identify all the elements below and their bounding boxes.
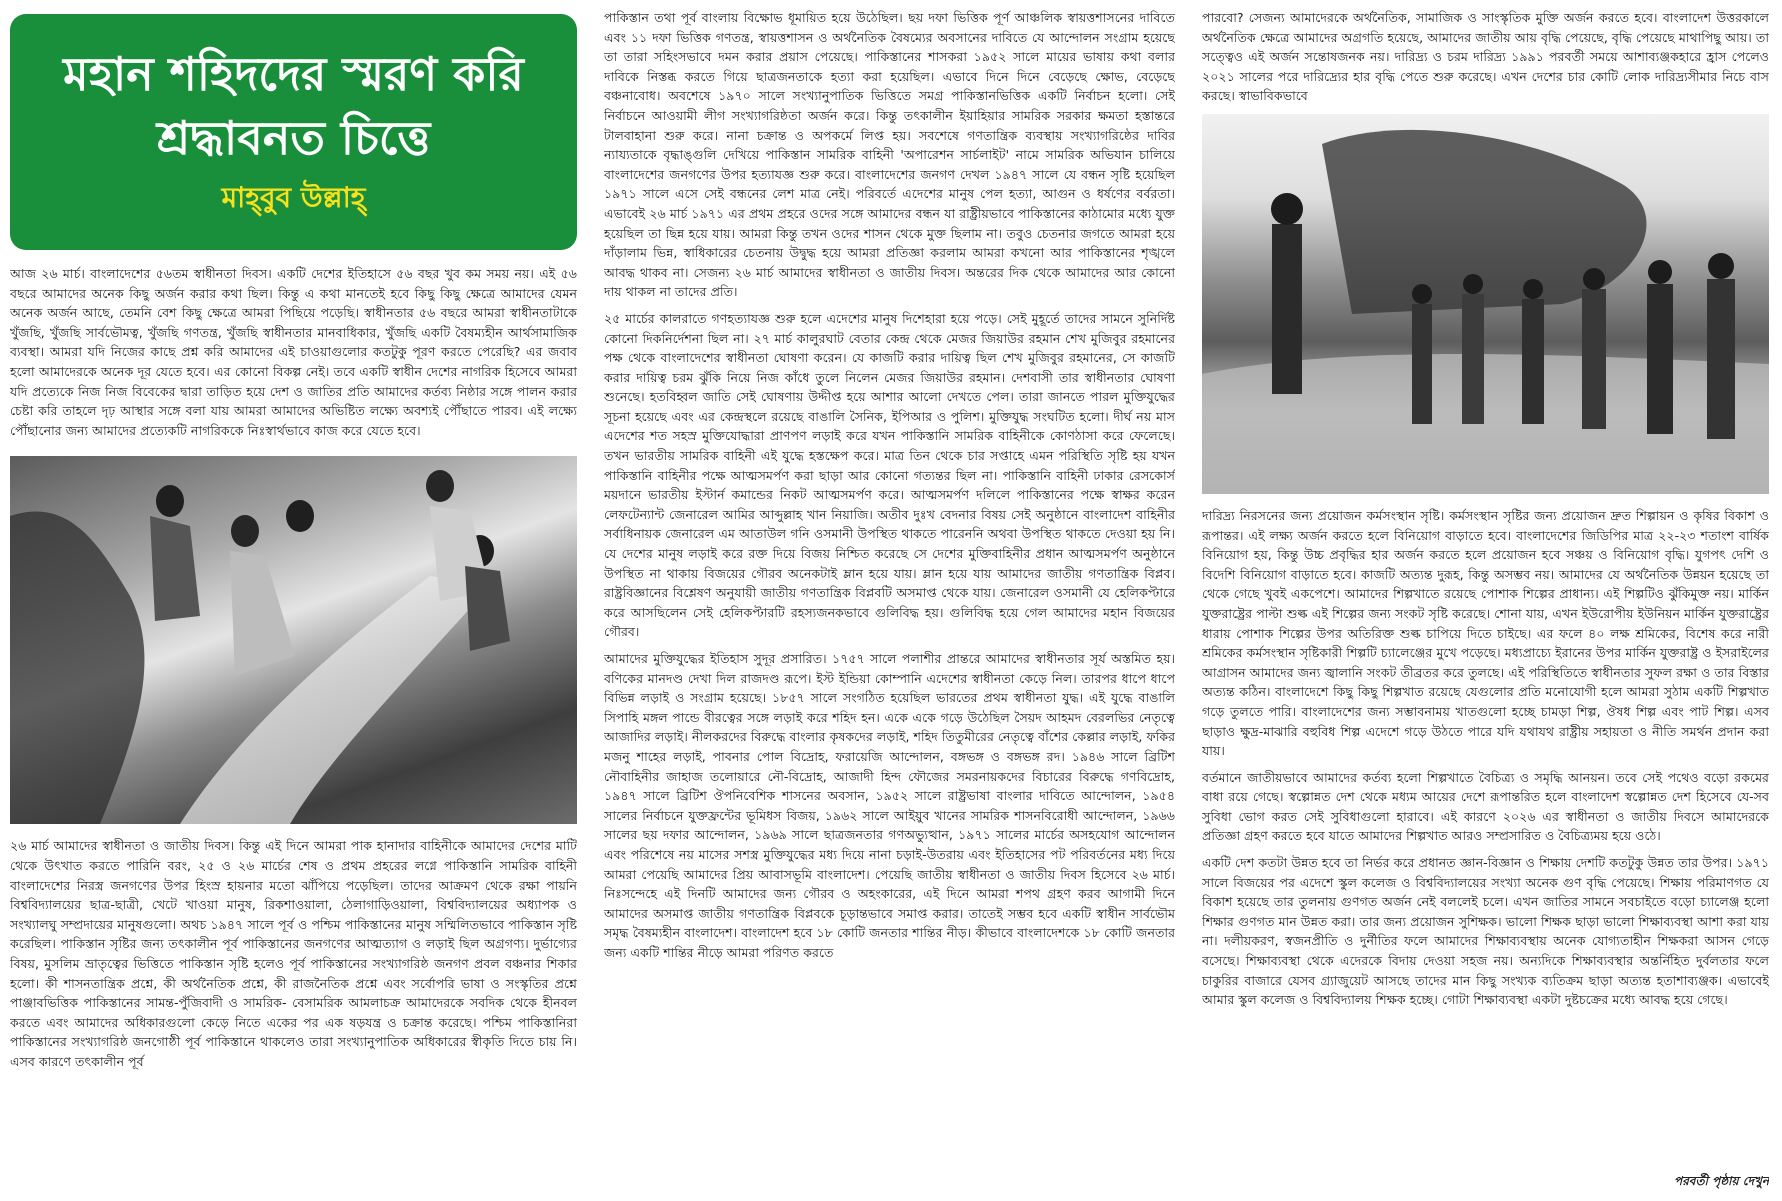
body-paragraph: পারবো? সেজন্য আমাদেরকে অর্থনৈতিক, সামাজিক ও সাংস্কৃতিক মুক্তি অর্জন করতে হবে। বাংলাদেশ উত্তরকালে অর্থনৈতিক ক্ষেত্রে আমাদের অগ্রগতি হয়েছে, আমাদের জাতীয় আয় বৃদ্ধি পেয়েছে, বৃদ্ধি পেয়েছে মাথাপিছু আয়। তা সত্ত্বেও এই অর্জন সন্তোষজনক নয়। দারিদ্র্য ও চরম দারিদ্র্য ১৯৯১ পরবর্তী সময়ে আশাব্যঞ্জকহারে হ্রাস পেলেও ২০২১ সালের পরে দারিদ্র্যের হার বৃদ্ধি পেতে শুরু করেছে। এখন দেশের চার কোটি লোক দারিদ্র্যসীমার নিচে বাস করছে। স্বাভাবিকভাবে — [1202, 10, 1769, 104]
body-paragraph: পাকিস্তান তথা পূর্ব বাংলায় বিক্ষোভ ধূমায়িত হয়ে উঠেছিল। ছয় দফা ভিত্তিক পূর্ণ আঞ্চলিক স্বায়ত্তশাসনের দাবিতে এবং ১১ দফা ভিত্তিক গণতন্ত্র, স্বায়ত্তশাসন ও অর্থনৈতিক বৈষম্যের অবসানের দাবিতে যে আন্দোলন সংগ্রাম হয়েছে তা তারা সহিংসভাবে দমন করার প্রয়াস পেয়েছে। পাকিস্তানের শাসকরা ১৯৫২ সালে মায়ের ভাষায় কথা বলার দাবিকে নিস্তব্ধ করতে গিয়ে ছাত্রজনতাকে হত্যা করা হয়েছিল। এভাবে দিনে দিনে বেড়েছে ক্ষোভ, বেড়েছে বঞ্চনাবোধ। অবশেষে ১৯৭০ সালে সংখ্যানুপাতিক ভিত্তিতে সমগ্র পাকিস্তানভিত্তিক একটি নির্বাচন হলো। সেই নির্বাচনে আওয়ামী লীগ সংখ্যাগরিষ্ঠতা অর্জন করে। কিন্তু তৎকালীন ইয়াহিয়ার সামরিক সরকার ক্ষমতা হস্তান্তরে টালবাহানা শুরু করে। নানা চক্রান্ত ও অপকর্মে লিপ্ত হয়। সবশেষে গণতান্ত্রিক ব্যবস্থায় সংখ্যাগরিষ্ঠের দাবির ন্যায্যতাকে বৃদ্ধাঙ্গুলি দেখিয়ে পাকিস্তান সামরিক বাহিনী 'অপারেশন সার্চলাইট' নামে সামরিক অভিযান চালিয়ে বাংলাদেশের জনগণের উপর হত্যাযজ্ঞ শুরু করে। বাংলাদেশের জনগণ দেখল ১৯৪৭ সালে যে বন্ধন সৃষ্টি হয়েছিল ১৯৭১ সালে এসে সেই বন্ধনের লেশ মাত্র নেই। পরিবর্তে এদেশের মানুষ পেল হত্যা, আগুন ও ধর্ষণের বর্বরতা। এভাবেই ২৬ মার্চ ১৯৭১ এর প্রথম প্রহরে ওদের সঙ্গে আমাদের বন্ধন যা রাষ্ট্রীয়ভাবে পাকিস্তানের কাঠামোর মধ্যে যুক্ত হয়েছিল তা ছিন্ন হয়ে যায়। আমরা কিন্তু তখন ওদের শাসন থেকে মুক্ত ছিলাম না। তবুও চেতনার জগতে আমরা হয়ে দাঁড়ালাম ভিন্ন, স্বাধিকারের চেতনায় উদ্বুদ্ধ হয়ে আমরা প্রতিজ্ঞা করলাম আমরা কখনো আর পাকিস্তানের শৃঙ্খলে আবদ্ধ থাকব না। সেজন্য ২৬ মার্চ আমাদের স্বাধীনতা ও জাতীয় দিবস। অন্তরের দিক থেকে আমাদের আর কোনো দায় থাকল না তাদের প্রতি। — [604, 10, 1175, 300]
headline-line-1: মহান শহিদদের স্মরণ করি — [63, 47, 524, 101]
body-paragraph: ২৫ মার্চের কালরাতে গণহত্যাযজ্ঞ শুরু হলে এদেশের মানুষ দিশেহারা হয়ে পড়ে। সেই মুহূর্তে তাদের সামনে সুনির্দিষ্ট কোনো দিকনির্দেশনা ছিল না। ২৭ মার্চ কালুরঘাট বেতার কেন্দ্র থেকে মেজর জিয়াউর রহমান শেখ মুজিবুর রহমানের পক্ষ থেকে বাংলাদেশের স্বাধীনতা ঘোষণা করেন। যে কাজটি করার দায়িত্ব ছিল শেখ মুজিবুর রহমানের, সে কাজটি করার দায়িত্ব চরম ঝুঁকি নিয়ে নিজ কাঁধে তুলে নিলেন মেজর জিয়াউর রহমান। দেশবাসী তার স্বাধীনতার ঘোষণা শুনেছে। হতবিহ্বল জাতি সেই ঘোষণায় উদ্দীপ্ত হয়ে আশার আলো দেখতে পেল। তারা জানতে পারল মুক্তিযুদ্ধের সূচনা হয়েছে এবং এর কেন্দ্রস্থলে রয়েছে বাঙালি সৈনিক, ইপিআর ও পুলিশ। মুক্তিযুদ্ধ সংঘটিত হলো। দীর্ঘ নয় মাস এদেশের শত সহস্র মুক্তিযোদ্ধারা প্রাণপণ লড়াই করে যখন পাকিস্তানি সামরিক বাহিনীকে কোণঠাসা করে ফেলেছে। তখন ভারতীয় সামরিক বাহিনী এই যুদ্ধে হস্তক্ষেপ করে। মাত্র তিন থেকে চার সপ্তাহে এমন পরিস্থিতি সৃষ্টি হয় যখন পাকিস্তানি বাহিনীর পক্ষে আত্মসমর্পণ করা ছাড়া আর কোনো গত্যন্তর ছিল না। পাকিস্তানি বাহিনী ঢাকার রেসকোর্স ময়দানে ভারতীয় ইস্টার্ন কমান্ডের নিকট আত্মসমর্পণ করে। আত্মসমর্পণ দলিলে পাকিস্তানের পক্ষে স্বাক্ষর করেন লেফটেন্যান্ট জেনারেল আমির আব্দুল্লাহ খান নিয়াজি। অতীব দুঃখ বেদনার বিষয় সেই অনুষ্ঠানে বাংলাদেশ বাহিনীর সর্বাধিনায়ক জেনারেল এম আতাউল গনি ওসমানী উপস্থিত থাকতে পারেননি অথবা উপস্থিত থাকতে দেওয়া হয় নি। যে দেশের মানুষ লড়াই করে রক্ত দিয়ে বিজয় নিশ্চিত করেছে সে দেশের মুক্তিবাহিনীর প্রধান আত্মসমর্পণ অনুষ্ঠানে উপস্থিত না থাকায় বিজয়ের গৌরব অনেকটাই ম্লান হয়ে যায়। ম্লান হয়ে যায় আমাদের জাতীয় গণতান্ত্রিক বিপ্লব। রাষ্ট্রবিজ্ঞানের বিশ্লেষণ অনুযায়ী জাতীয় গণতান্ত্রিক বিপ্লবটি অসমাপ্ত থেকে যায়। জেনারেল ওসমানী যে হেলিকপ্টারে করে আসছিলেন সেই হেলিকপ্টারটি রহস্যজনকভাবে গুলিবিদ্ধ হয়। গুলিবিদ্ধ হয়ে গেল আমাদের মহান বিজয়ের গৌরব। — [604, 310, 1175, 640]
headline-banner — [10, 14, 577, 250]
freedom-fighters-march-photo — [1202, 114, 1769, 494]
body-paragraph: ২৬ মার্চ আমাদের স্বাধীনতা ও জাতীয় দিবস। কিন্তু এই দিনে আমরা পাক হানাদার বাহিনীকে আমাদের দেশের মাটি থেকে উৎখাত করতে পারিনি বরং, ২৫ ও ২৬ মার্চের শেষ ও প্রথম প্রহরের লগ্নে পাকিস্তানি সামরিক বাহিনী বাংলাদেশের নিরস্ত্র জনগণের উপর হিংস্র হায়নার মতো ঝাঁপিয়ে পড়েছিল। তাদের আক্রমণ থেকে রক্ষা পায়নি বিশ্ববিদ্যালয়ের ছাত্র-ছাত্রী, খেটে খাওয়া মানুষ, রিকশাওয়ালা, ঠেলাগাড়িওয়ালা, বিশ্ববিদ্যালয়ের অধ্যাপক ও সংখ্যালঘু সম্প্রদায়ের মানুষগুলো। অথচ ১৯৪৭ সালে পূর্ব ও পশ্চিম পাকিস্তানের মানুষ সম্মিলিতভাবে পাকিস্তান সৃষ্টি করেছিল। পাকিস্তান সৃষ্টির জন্য তৎকালীন পূর্ব পাকিস্তানের জনগণের আত্মত্যাগ ও লড়াই ছিল অগ্রগণ্য। দুর্ভাগ্যের বিষয়, মুসলিম ভ্রাতৃত্বের ভিত্তিতে পাকিস্তান সৃষ্টি হলেও পূর্ব পাকিস্তানের সংখ্যাগরিষ্ঠ জনগণ প্রবল বঞ্চনার শিকার হলো। কী শাসনতান্ত্রিক প্রশ্নে, কী অর্থনৈতিক প্রশ্নে, কী রাজনৈতিক প্রশ্নে এবং সর্বোপরি ভাষা ও সংস্কৃতির প্রশ্নে পাঞ্জাবভিত্তিক পাকিস্তানের সামন্ত-পুঁজিবাদী ও সামরিক- বেসামরিক আমলাচক্র আমাদেরকে সবদিক থেকে হীনবল করতে এবং আমাদের অধিকারগুলো কেড়ে নিতে একের পর এক ষড়যন্ত্র ও চক্রান্ত করেছে। পশ্চিম পাকিস্তানিরা পাকিস্তানের সংখ্যাগরিষ্ঠ জনগোষ্ঠী পূর্ব পাকিস্তানে থাকলেও তারা সংখ্যানুপাতিক অধিকারের স্বীকৃতি দিতে চায় নি। এসব কারণে তৎকালীন পূর্ব — [10, 838, 577, 1069]
column-3 — [1202, 0, 1769, 1201]
body-paragraph: দারিদ্র্য নিরসনের জন্য প্রয়োজন কর্মসংস্থান সৃষ্টি। কর্মসংস্থান সৃষ্টির জন্য প্রয়োজন দ্রুত শিল্পায়ন ও কৃষির বিকাশ ও রূপান্তর। এই লক্ষ্য অর্জন করতে হলে বিনিয়োগ বাড়াতে হবে। বাংলাদেশের জিডিপির মাত্র ২২-২৩ শতাংশ বার্ষিক বিনিয়োগ হয়, কিন্তু উচ্চ প্রবৃদ্ধির হার অর্জন করতে হলে প্রয়োজন হবে সঞ্চয় ও বিনিয়োগ বৃদ্ধি। যুগপৎ দেশি ও বিদেশি বিনিয়োগ বাড়াতে হবে। কাজটি অত্যন্ত দুরূহ, কিন্তু অসম্ভব নয়। আমাদের যে অর্থনৈতিক উন্নয়ন হয়েছে তা থেকে গেছে খুবই একপেশে। আমাদের শিল্পখাতে রয়েছে পোশাক শিল্পের প্রাধান্য। এই শিল্পটিও ঝুঁকিমুক্ত নয়। মার্কিন যুক্তরাষ্ট্রের পাল্টা শুল্ক এই শিল্পের জন্য সংকট সৃষ্টি করেছে। শোনা যায়, এখন ইউরোপীয় ইউনিয়ন মার্কিন যুক্তরাষ্ট্রের ধারায় পোশাক শিল্পের উপর অতিরিক্ত শুল্ক চাপিয়ে দিতে চাইছে। এর ফলে ৪০ লক্ষ শ্রমিকের, বিশেষ করে নারী শ্রমিকের কর্মসংস্থান সৃষ্টিকারী শিল্পটি চ্যালেঞ্জের মুখে পড়েছে। মধ্যপ্রাচ্যে ইরানের উপর মার্কিন যুক্তরাষ্ট্র ও ইসরাইলের আগ্রাসন আমাদের জন্য জ্বালানি সংকট তীব্রতর করে তুলছে। এই পরিস্থিতিতে স্বাধীনতার সুফল রক্ষা ও তার বিস্তার অত্যন্ত কঠিন। বাংলাদেশে কিছু কিছু শিল্পখাত রয়েছে যেগুলোর প্রতি মনোযোগী হলে আমরা সুঠাম একটি শিল্পখাত গড়ে তুলতে পারি। বাংলাদেশের জন্য সম্ভাবনাময় খাতগুলো হচ্ছে চামড়া শিল্প, ঔষধ শিল্প এবং পাট শিল্প। এসব ছাড়াও ক্ষুদ্র-মাঝারি বহুবিধ শিল্প এদেশে গড়ে উঠতে পারে যদি যথাযথ রাষ্ট্রীয় সহায়তা ও নীতি সমর্থন প্রদান করা যায়। — [1202, 507, 1769, 759]
column-1 — [10, 0, 577, 1201]
body-paragraph: বর্তমানে জাতীয়ভাবে আমাদের কর্তব্য হলো শিল্পখাতে বৈচিত্র্য ও সমৃদ্ধি আনয়ন। তবে সেই পথেও বড়ো রকমের বাধা রয়ে গেছে। স্বল্পোন্নত দেশ থেকে মধ্যম আয়ের দেশে রূপান্তরিত হলে বাংলাদেশ স্বল্পোন্নত দেশ হিসেবে যে-সব সুবিধা ভোগ করত সেই সুবিধাগুলো হারাবে। এই কারণে ২০২৬ এর স্বাধীনতা ও জাতীয় দিবসে আমাদেরকে প্রতিজ্ঞা গ্রহণ করতে হবে যাতে আমাদের শিল্পখাত আরও সম্প্রসারিত ও বৈচিত্র্যময় হয়ে ওঠে। — [1202, 769, 1769, 844]
intro-paragraph: আজ ২৬ মার্চ। বাংলাদেশের ৫৬তম স্বাধীনতা দিবস। একটি দেশের ইতিহাসে ৫৬ বছর খুব কম সময় নয়। এই ৫৬ বছরে আমাদের অনেক কিছু অর্জন করার কথা ছিল। কিন্তু এ কথা মানতেই হবে কিছু কিছু ক্ষেত্রে আমাদের যেমন অনেক অর্জন আছে, তেমনি বেশ কিছু ক্ষেত্রে আমরা পিছিয়ে পড়েছি। স্বাধীনতার ৫৬ বছরে আমরা স্বাধীনতাটাকে খুঁজছি, খুঁজছি সার্বভৌমত্ব, খুঁজছি গণতন্ত্র, খুঁজছি স্বাধীনতার মানবাধিকার, খুঁজছি একটি বৈষম্যহীন আর্থসামাজিক ব্যবস্থা। আমরা যদি নিজের কাছে প্রশ্ন করি আমাদের এই চাওয়াগুলোর কতটুকু পূরণ করতে পেরেছি? এর জবাব হলো আমাদেরকে অনেক দূর যেতে হবে। এর কোনো বিকল্প নেই। তবে একটি স্বাধীন দেশের নাগরিক হিসেবে আমরা যদি প্রত্যেকে নিজ নিজ বিবেকের দ্বারা তাড়িত হয়ে দেশ ও জাতির প্রতি আমাদের কর্তব্য নিষ্ঠার সঙ্গে পালন করার চেষ্টা করি তাহলে দৃঢ় আস্থার সঙ্গে বলা যায় আমরা আমাদের অভিষ্টিত লক্ষ্যে অবশ্যই পৌঁছাতে পারব। এই লক্ষ্যে পৌঁছানোর জন্য আমাদের প্রত্যেকটি নাগরিককে নিঃস্বার্থভাবে কাজ করে যেতে হবে। — [10, 266, 577, 438]
headline-line-2: শ্রদ্ধাবনত চিত্তে — [156, 111, 431, 165]
author-byline: মাহ্‌বুব উল্লাহ্‌ — [221, 181, 366, 214]
column-2 — [604, 0, 1175, 1201]
body-paragraph: আমাদের মুক্তিযুদ্ধের ইতিহাস সুদূর প্রসারিত। ১৭৫৭ সালে পলাশীর প্রান্তরে আমাদের স্বাধীনতার সূর্য অস্তমিত হয়। বণিকের মানদণ্ড দেখা দিল রাজদণ্ড রূপে। ইস্ট ইন্ডিয়া কোম্পানি এদেশের স্বাধীনতা কেড়ে নিল। তারপর ধাপে ধাপে বিভিন্ন লড়াই ও সংগ্রাম হয়েছে। ১৮৫৭ সালে সংগঠিত হয়েছিল ভারতের প্রথম স্বাধীনতা যুদ্ধ। এই যুদ্ধে বাঙালি সিপাহি মঙ্গল পান্ডে বীরত্বের সঙ্গে লড়াই করে শহিদ হন। একে একে গড়ে উঠেছিল সৈয়দ আহমদ বেরলভির নেতৃত্বে আজাদির লড়াই। নীলকরদের বিরুদ্ধে বাংলার কৃষকদের লড়াই, শহিদ তিতুমীরের নেতৃত্বে বাঁশের কেল্লার লড়াই, ফকির মজনু শাহের লড়াই, পাবনার পোল বিদ্রোহ, ফরায়েজি আন্দোলন, বঙ্গভঙ্গ ও বঙ্গভঙ্গ রদ। ১৯৪৬ সালে ব্রিটিশ নৌবাহিনীর জাহাজ তলোয়ারে নৌ-বিদ্রোহ, আজাদী হিন্দ ফৌজের সমরনায়কদের বিচারের বিরুদ্ধে গণবিদ্রোহ, ১৯৪৭ সালে ব্রিটিশ ঔপনিবেশিক শাসনের অবসান, ১৯৫২ সালে রাষ্ট্রভাষা বাংলার দাবিতে আন্দোলন, ১৯৫৪ সালের নির্বাচনে যুক্তফ্রন্টের ভূমিধস বিজয়, ১৯৬২ সালে আইয়ুব খানের সামরিক শাসনবিরোধী আন্দোলন, ১৯৬৬ সালের ছয় দফার আন্দোলন, ১৯৬৯ সালে ছাত্রজনতার গণঅভ্যুত্থান, ১৯৭১ সালের মার্চের অসহযোগ আন্দোলন এবং পরিশেষে নয় মাসের সশস্ত্র মুক্তিযুদ্ধের মধ্য দিয়ে নানা চড়াই-উতরায় এবং ইতিহাসের পট পরিবর্তনের মধ্য দিয়ে আমরা পেয়েছি আমাদের প্রিয় আবাসভূমি বাংলাদেশ। পেয়েছি জাতীয় স্বাধীনতা ও জাতীয় দিবস হিসেবে ২৬ মার্চ। নিঃসন্দেহে এই দিনটি আমাদের জন্য গৌরব ও অহংকারের, এই দিনে আমরা শপথ গ্রহণ করব আগামী দিনে আমাদের অসমাপ্ত জাতীয় গণতান্ত্রিক বিপ্লবকে চূড়ান্তভাবে সমাপ্ত করার। তাতেই সম্ভব হবে একটি স্বাধীন সার্বভৌম সমৃদ্ধ বৈষম্যহীন বাংলাদেশ। বাংলাদেশ হবে ১৮ কোটি জনতার শান্তির নীড়। কীভাবে বাংলাদেশকে ১৮ কোটি জনতার জন্য একটি শান্তির নীড়ে আমরা পরিণত করতে — [604, 651, 1175, 960]
body-paragraph: একটি দেশ কতটা উন্নত হবে তা নির্ভর করে প্রধানত জ্ঞান-বিজ্ঞান ও শিক্ষায় দেশটি কতটুকু উন্নত তার উপর। ১৯৭১ সালে বিজয়ের পর এদেশে স্কুল কলেজ ও বিশ্ববিদ্যালয়ের সংখ্যা অনেক গুণ বৃদ্ধি পেয়েছে। শিক্ষায় পরিমাণগত যে বিকাশ হয়েছে তার তুলনায় গুণগত অর্জন নেই বললেই চলে। এখন জাতির সামনে সবচাইতে বড়ো চ্যালেঞ্জ হলো শিক্ষার গুণগত মান উন্নত করা। তার জন্য প্রয়োজন সুশিক্ষক। ভালো শিক্ষক ছাড়া ভালো শিক্ষাব্যবস্থা আশা করা যায় না। দলীয়করণ, স্বজনপ্রীতি ও দুর্নীতির ফলে আমাদের শিক্ষাব্যবস্থায় অনেক যোগ্যতাহীন শিক্ষকরা আসন গেড়ে বসেছে। শিক্ষাব্যবস্থা থেকে এদেরকে বিদায় দেওয়া সহজ নয়। অন্যদিকে শিক্ষাব্যবস্থার অন্তর্নিহিত দুর্বলতার ফলে চাকুরির বাজারে যেসব গ্র্যাজুয়েট আসছে তাদের মান কিছু সংখ্যক ব্যতিক্রম ছাড়া অত্যন্ত হতাশাব্যঞ্জক। এভাবেই আমার স্কুল কলেজ ও বিশ্ববিদ্যালয় শিক্ষক হচ্ছে। গোটা শিক্ষাব্যবস্থা একটা দুষ্টচক্রের মধ্যে আবদ্ধ হয়ে গেছে। — [1202, 855, 1769, 1008]
continued-note: পরবর্তী পৃষ্ঠায় দেখুন — [1674, 1174, 1769, 1188]
freedom-fighters-canal-photo — [10, 456, 577, 824]
